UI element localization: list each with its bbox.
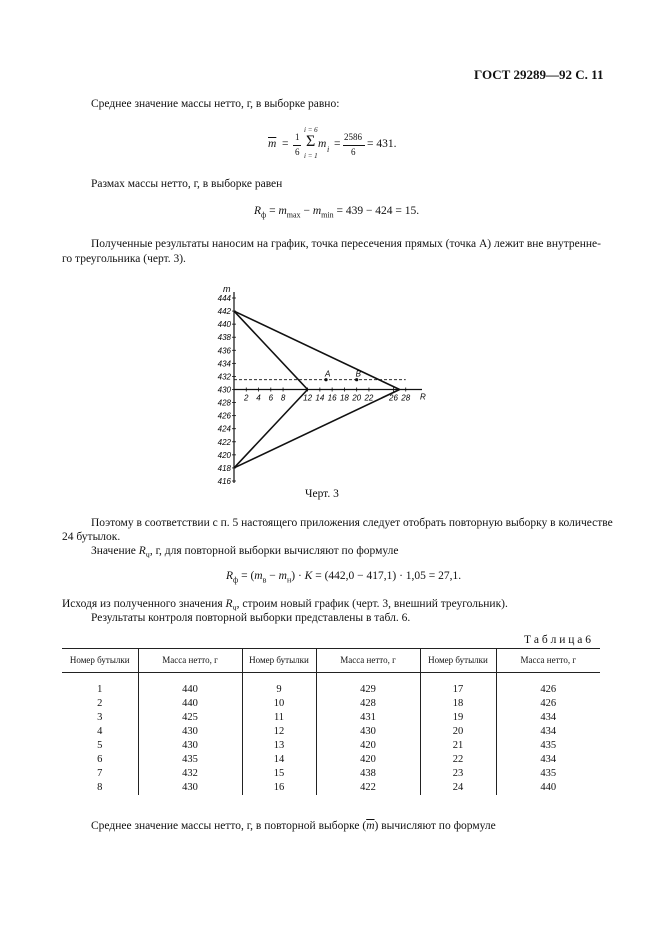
table-cell: 422	[316, 781, 420, 795]
table-cell: 426	[496, 673, 600, 698]
para-plot-2: го треугольника (черт. 3).	[62, 253, 186, 265]
formula-rq-b: ) ·	[291, 570, 305, 582]
para-from-a: Исходя из полученного значения	[62, 598, 226, 610]
table-cell: 10	[242, 697, 316, 711]
x-tick-label: 8	[280, 393, 286, 403]
table-cell: 430	[138, 781, 242, 795]
formula-range-m2-sub: min	[321, 210, 334, 220]
table-row	[62, 767, 600, 781]
formula-mean-term: m	[318, 138, 327, 150]
para-results: Результаты контроля повторной выборки представлены в табл. 6.	[91, 612, 411, 624]
para-final-b: ) вычисляют по формуле	[374, 820, 496, 832]
para-rq-intro-a: Значение	[91, 545, 139, 557]
formula-mean-eq2: =	[334, 138, 341, 150]
y-tick-label: 442	[217, 307, 231, 317]
table-cell: 440	[138, 673, 242, 698]
table-header-cell: Номер бутылки	[242, 649, 316, 673]
formula-range-m2: m	[312, 205, 322, 217]
table-row	[62, 673, 600, 698]
para-rq-intro-R: R	[138, 545, 146, 557]
table-row	[62, 753, 600, 767]
para-mean-intro: Среднее значение массы нетто, г, в выборке равно:	[91, 98, 340, 110]
table-header-cell: Номер бутылки	[420, 649, 496, 673]
y-tick-label: 428	[217, 398, 231, 408]
formula-range-R: R	[254, 205, 262, 217]
formula-rq-K: K	[304, 570, 313, 582]
para-repeat-1: Поэтому в соответствии с п. 5 настоящего приложения следует отобрать повторную выборку в количестве	[91, 517, 613, 529]
table-cell: 1	[97, 684, 103, 696]
formula-mean-num: 2586	[344, 132, 362, 142]
para-from-R: R	[225, 598, 233, 610]
y-tick-label: 434	[217, 359, 231, 369]
formula-range-m1: m	[278, 205, 287, 217]
series-line-outer-upper	[234, 311, 400, 389]
table-row	[62, 781, 600, 795]
formula-mean-six: 6	[295, 147, 300, 157]
y-axis-label: m	[223, 284, 231, 294]
para-rq-intro-b: , г, для повторной выборки вычисляют по формуле	[149, 545, 399, 557]
table-cell: 23	[420, 767, 496, 781]
formula-rq-mid: −	[266, 570, 279, 582]
formula-range-R-sub: ф	[261, 210, 267, 220]
x-tick-label: 20	[352, 393, 362, 403]
para-final	[91, 820, 496, 832]
table-cell: 6	[97, 754, 103, 766]
formula-mean-lhs: $\overline{m}$	[268, 138, 277, 150]
para-rq-intro	[91, 545, 398, 559]
formula-rq-m2: m	[278, 570, 287, 582]
y-tick-label: 436	[217, 346, 231, 356]
para-final-a: Среднее значение массы нетто, г, в повторной выборке (	[91, 820, 367, 832]
table-cell: 20	[420, 725, 496, 739]
table-cell: 13	[242, 739, 316, 753]
table-header-cell: Масса нетто, г	[496, 649, 600, 673]
table-cell: 19	[420, 711, 496, 725]
y-tick-label: 426	[217, 411, 231, 421]
formula-mean-eq: =	[282, 138, 289, 150]
table-cell: 17	[420, 673, 496, 698]
x-tick-label: 26	[389, 393, 398, 403]
table-cell: 22	[420, 753, 496, 767]
table-cell: 430	[316, 725, 420, 739]
table-cell: 420	[316, 753, 420, 767]
formula-rq-R-sub: ф	[233, 575, 239, 585]
para-final-m: $\overline{m}$	[366, 820, 375, 832]
formula-range-eq: =	[269, 205, 279, 217]
point-label-A: A	[325, 369, 331, 379]
formula-rq-m1: m	[254, 570, 263, 582]
formula-rq	[226, 570, 461, 584]
y-tick-label: 420	[217, 450, 231, 460]
x-tick-label: 12	[303, 393, 313, 403]
table-cell: 420	[316, 739, 420, 753]
formula-mean-result: = 431.	[367, 138, 397, 150]
table-cell: 431	[316, 711, 420, 725]
table-cell: 4	[97, 726, 103, 738]
x-tick-label: 2	[244, 393, 249, 403]
table-cell: 7	[97, 768, 103, 780]
para-repeat-2: 24 бутылок.	[62, 531, 121, 543]
table-cell: 430	[138, 739, 242, 753]
table-label: Т а б л и ц а 6	[524, 634, 592, 646]
table-cell: 18	[420, 697, 496, 711]
table-cell: 434	[496, 711, 600, 725]
table-cell: 12	[242, 725, 316, 739]
table-cell: 432	[138, 767, 242, 781]
table-row	[62, 711, 600, 725]
table-cell: 425	[138, 711, 242, 725]
para-from	[62, 598, 508, 612]
x-tick-label: 22	[364, 393, 374, 403]
table-row	[62, 725, 600, 739]
formula-mean-den: 6	[351, 147, 356, 157]
table-cell: 435	[496, 739, 600, 753]
table-cell: 428	[316, 697, 420, 711]
table-cell: 16	[242, 781, 316, 795]
data-table	[62, 648, 600, 795]
formula-rq-c: = (442,0 − 417,1) · 1,05 = 27,1.	[312, 570, 462, 582]
table-cell: 8	[97, 782, 103, 794]
formula-rq-a: = (	[238, 570, 255, 582]
table-cell: 429	[316, 673, 420, 698]
para-rq-intro-sub: ч	[145, 550, 150, 560]
table-cell: 435	[138, 753, 242, 767]
x-tick-label: 16	[327, 393, 337, 403]
formula-range-m1-sub: max	[286, 210, 301, 220]
table-cell: 5	[97, 740, 103, 752]
series-line-inner-upper	[234, 311, 308, 389]
table-cell: 2	[97, 698, 103, 710]
para-plot: Полученные результаты наносим на график, точка пересечения прямых (точка А) лежит вне внутренне-	[91, 238, 601, 250]
y-tick-label: 422	[217, 437, 231, 447]
table-cell: 11	[242, 711, 316, 725]
table-cell: 434	[496, 753, 600, 767]
y-tick-label: 438	[217, 333, 231, 343]
table-cell: 3	[97, 712, 103, 724]
para-from-b: , строим новый график (черт. 3, внешний треугольник).	[236, 598, 508, 610]
y-tick-label: 424	[217, 424, 231, 434]
x-tick-label: 6	[268, 393, 274, 403]
formula-range-rest: = 439 − 424 = 15.	[333, 205, 420, 217]
y-tick-label: 418	[217, 463, 231, 473]
y-tick-label: 432	[217, 372, 231, 382]
y-tick-label: 444	[217, 294, 231, 303]
table-header-cell: Масса нетто, г	[316, 649, 420, 673]
x-tick-label: 18	[339, 393, 349, 403]
x-tick-label: 28	[401, 393, 411, 403]
table-row	[62, 697, 600, 711]
x-tick-label: 4	[256, 393, 261, 403]
table-cell: 14	[242, 753, 316, 767]
table-cell: 24	[420, 781, 496, 795]
para-from-sub: ч	[232, 603, 237, 613]
formula-rq-m2-sub: н	[286, 575, 292, 585]
y-tick-label: 416	[217, 477, 231, 486]
formula-mean-one: 1	[295, 132, 300, 142]
table-cell: 426	[496, 697, 600, 711]
x-axis-label: R	[420, 392, 426, 402]
formula-range-minus: −	[300, 205, 313, 217]
table-cell: 15	[242, 767, 316, 781]
table-cell: 435	[496, 767, 600, 781]
table-cell: 440	[138, 697, 242, 711]
para-range-intro: Размах массы нетто, г, в выборке равен	[91, 178, 283, 190]
table-cell: 21	[420, 739, 496, 753]
formula-mean-sum-lower: i = 1	[304, 152, 318, 160]
figure-caption: Черт. 3	[305, 488, 339, 500]
formula-mean-sigma: Σ	[306, 133, 316, 150]
table-cell: 438	[316, 767, 420, 781]
table-header-row	[62, 649, 600, 673]
y-tick-label: 440	[217, 320, 231, 330]
formula-mean-term-sub: i	[327, 145, 330, 154]
point-label-B: B	[355, 369, 362, 379]
table-cell: 440	[496, 781, 600, 795]
x-tick-label: 14	[315, 393, 325, 403]
table-header-cell: Номер бутылки	[62, 649, 138, 673]
table-row	[62, 739, 600, 753]
formula-mean-sum-upper: i = 6	[304, 126, 318, 134]
table-cell: 434	[496, 725, 600, 739]
table-cell: 9	[242, 673, 316, 698]
table-header-cell: Масса нетто, г	[138, 649, 242, 673]
page-header: ГОСТ 29289—92 С. 11	[474, 67, 604, 82]
y-tick-label: 430	[217, 385, 231, 395]
formula-rq-R: R	[226, 570, 234, 582]
table-cell: 430	[138, 725, 242, 739]
formula-rq-m1-sub: в	[262, 575, 267, 585]
